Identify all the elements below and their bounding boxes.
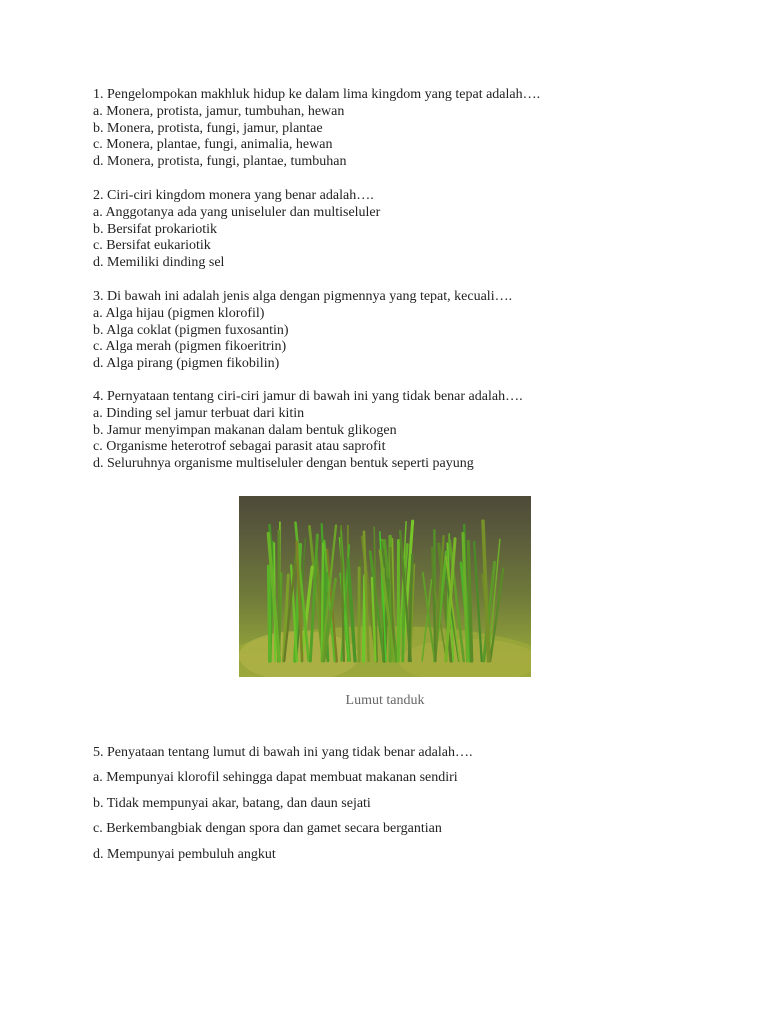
question-5 bbox=[93, 740, 472, 867]
option-a: a. Dinding sel jamur terbuat dari kitin bbox=[93, 405, 305, 421]
question-1 bbox=[93, 87, 540, 171]
option-a: a. Anggotanya ada yang uniseluler dan multiseluler bbox=[93, 204, 381, 220]
option-c: c. Organisme heterotrof sebagai parasit atau saprofit bbox=[93, 439, 386, 455]
question-stem: 1. Pengelompokan makhluk hidup ke dalam lima kingdom yang tepat adalah…. bbox=[93, 87, 541, 102]
option-d: d. Mempunyai pembuluh angkut bbox=[93, 846, 276, 862]
option-d: d. Memiliki dinding sel bbox=[93, 255, 225, 271]
option-d: d. Alga pirang (pigmen fikobilin) bbox=[93, 356, 280, 372]
option-c: c. Berkembangbiak dengan spora dan gamet secara bergantian bbox=[93, 821, 442, 837]
option-a: a. Mempunyai klorofil sehingga dapat membuat makanan sendiri bbox=[93, 770, 458, 786]
moss-strand bbox=[363, 576, 364, 661]
question-stem: 5. Penyataan tentang lumut di bawah ini yang tidak benar adalah…. bbox=[93, 745, 473, 760]
option-d: d. Monera, protista, fungi, plantae, tumbuhan bbox=[93, 154, 347, 170]
question-stem: 2. Ciri-ciri kingdom monera yang benar adalah…. bbox=[93, 188, 374, 203]
moss-strand bbox=[269, 566, 270, 661]
question-4 bbox=[93, 389, 523, 473]
option-b: b. Alga coklat (pigmen fuxosantin) bbox=[93, 322, 289, 338]
question-stem: 3. Di bawah ini adalah jenis alga dengan pigmennya yang tepat, kecuali…. bbox=[93, 289, 513, 304]
option-a: a. Monera, protista, jamur, tumbuhan, hewan bbox=[93, 103, 345, 119]
question-stem: 4. Pernyataan tentang ciri-ciri jamur di bawah ini yang tidak benar adalah…. bbox=[93, 389, 523, 404]
option-b: b. Bersifat prokariotik bbox=[93, 221, 218, 237]
option-c: c. Bersifat eukariotik bbox=[93, 238, 211, 254]
moss-illustration bbox=[239, 496, 531, 677]
option-b: b. Monera, protista, fungi, jamur, plantae bbox=[93, 120, 323, 136]
question-3 bbox=[93, 289, 512, 373]
option-c: c. Monera, plantae, fungi, animalia, hewan bbox=[93, 137, 333, 153]
option-c: c. Alga merah (pigmen fikoeritrin) bbox=[93, 339, 287, 355]
hornwort-photo bbox=[239, 496, 531, 677]
figure-caption: Lumut tanduk bbox=[345, 693, 425, 708]
option-a: a. Alga hijau (pigmen klorofil) bbox=[93, 305, 265, 321]
option-b: b. Jamur menyimpan makanan dalam bentuk glikogen bbox=[93, 422, 397, 438]
option-d: d. Seluruhnya organisme multiseluler dengan bentuk seperti payung bbox=[93, 456, 474, 472]
option-b: b. Tidak mempunyai akar, batang, dan daun sejati bbox=[93, 795, 371, 811]
question-2 bbox=[93, 188, 380, 272]
